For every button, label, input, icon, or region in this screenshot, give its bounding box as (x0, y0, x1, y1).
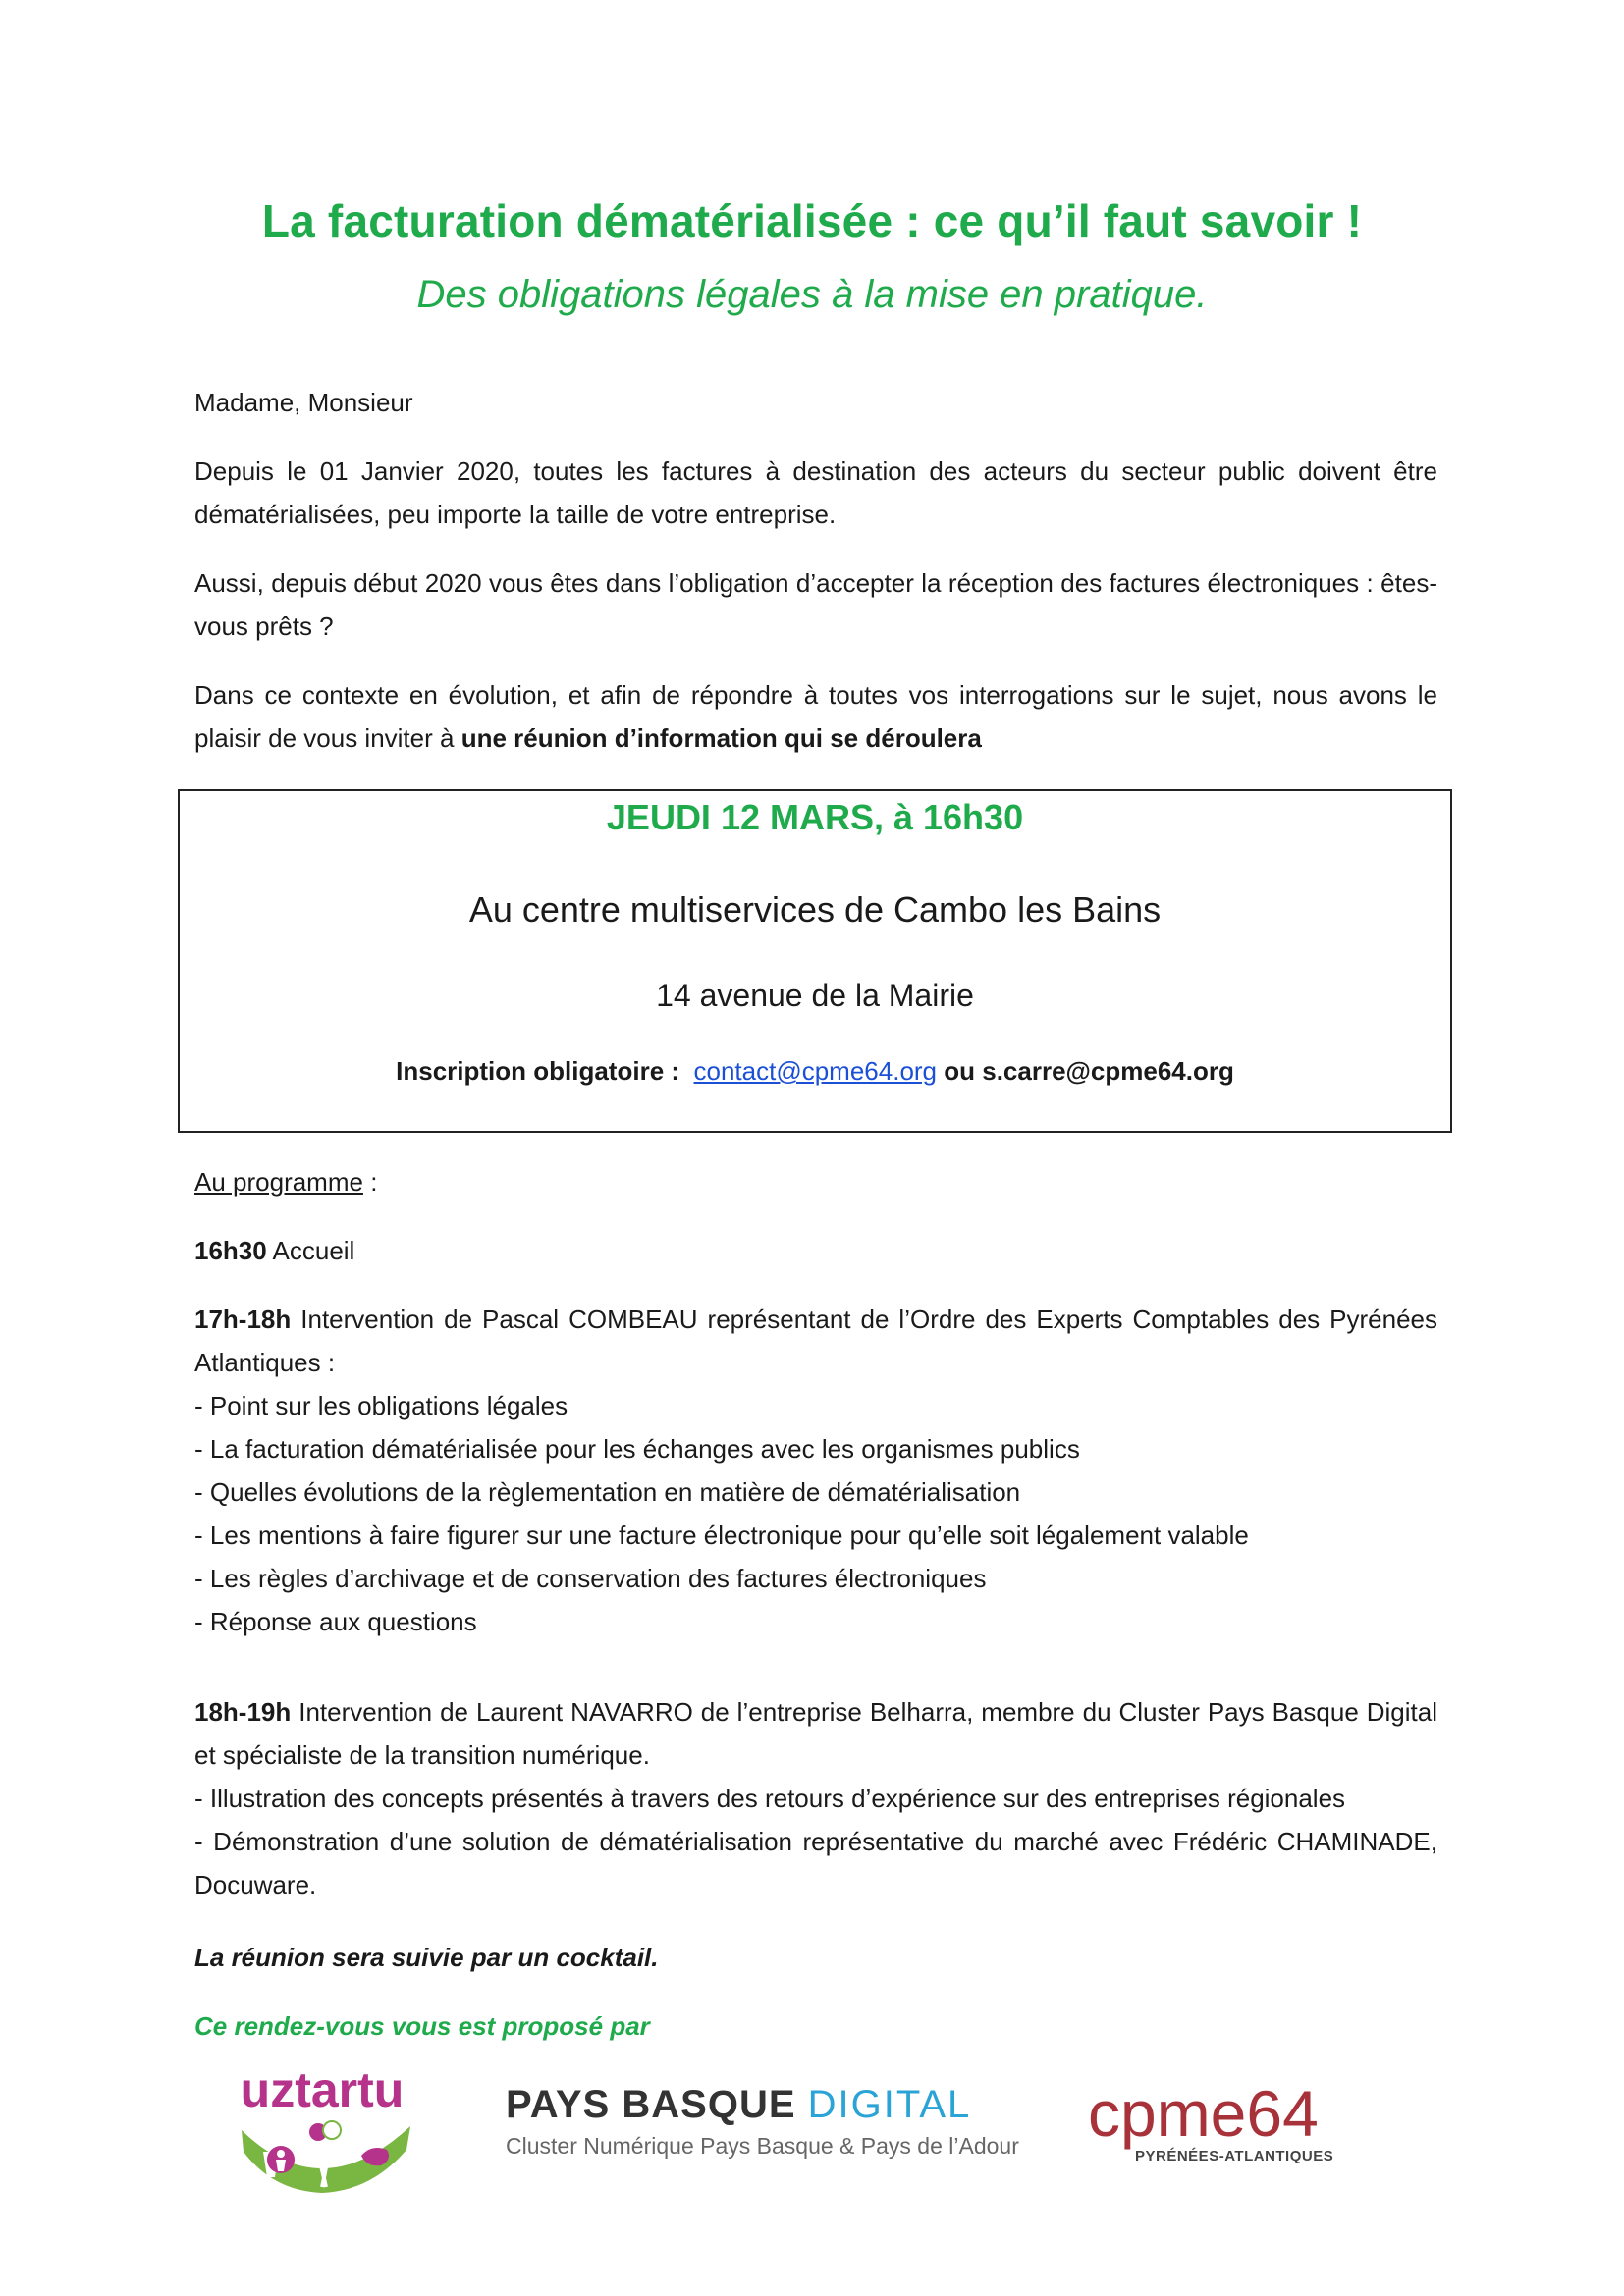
session-1-item: - Les règles d’archivage et de conservation des factures électroniques (194, 1564, 987, 1593)
session-1-intro-text: Intervention de Pascal COMBEAU représentant de l’Ordre des Experts Comptables des Pyrénées Atlantiques : (194, 1305, 1437, 1377)
intro-paragraph-2 (194, 561, 1437, 648)
program-heading-text: Au programme (194, 1167, 363, 1197)
event-box (178, 789, 1452, 1133)
page-title: La facturation dématérialisée : ce qu’il faut savoir ! (261, 195, 1363, 246)
cpme-wordmark-letters: cpme (1088, 2077, 1247, 2150)
cpme-wordmark (1088, 2077, 1382, 2150)
welcome-label: Accueil (266, 1236, 355, 1265)
welcome-time: 16h30 (194, 1236, 267, 1265)
closing-cocktail (194, 1936, 1437, 1979)
intro-paragraph-1 (194, 450, 1437, 536)
pbd-wordmark-a: PAYS BASQUE (506, 2083, 808, 2126)
intro-p3-bold: une réunion d’information qui se déroulera (460, 723, 982, 753)
pbd-wordmark (506, 2083, 1016, 2127)
registration-label: Inscription obligatoire : (396, 1056, 680, 1086)
intro-paragraph-3 (194, 673, 1437, 760)
offered-by-text: Ce rendez-vous vous est proposé par (194, 2011, 650, 2041)
session-1-time: 17h-18h (194, 1305, 292, 1334)
cpme-tagline: PYRÉNÉES-ATLANTIQUES (1135, 2148, 1334, 2164)
pbd-wordmark-b: DIGITAL (807, 2083, 972, 2126)
registration-email-link[interactable]: contact@cpme64.org (693, 1056, 938, 1086)
session-1-intro (194, 1298, 1437, 1384)
event-address: 14 avenue de la Mairie (656, 978, 974, 1013)
event-date: JEUDI 12 MARS, à 16h30 (606, 797, 1024, 837)
session-2-time: 18h-19h (194, 1697, 292, 1727)
partner-logos (0, 2061, 1624, 2199)
intro-p3-start: Dans ce contexte en évolution, et afin de répondre à toutes vos interrogations sur le sujet, nous avons le plaisir de vous inviter à (194, 680, 1437, 753)
cocktail-text: La réunion sera suivie par un cocktail. (194, 1943, 659, 1972)
session-2-item: - Démonstration d’une solution de dématérialisation représentative du marché avec Frédéric CHAMINADE, Docuware. (194, 1827, 1437, 1899)
intro-paragraph-3-text (194, 673, 1437, 760)
session-1-item: - Point sur les obligations légales (194, 1391, 568, 1420)
session-2-intro-text: Intervention de Laurent NAVARRO de l’entreprise Belharra, membre du Cluster Pays Basque Digital et spécialiste de la transition numérique. (194, 1697, 1437, 1770)
program-welcome (194, 1229, 1437, 1272)
program-heading-suffix: : (362, 1167, 378, 1197)
program-session-2 (194, 1690, 1437, 1906)
closing-offered-by (194, 2004, 1437, 2048)
session-2-item: - Illustration des concepts présentés à travers des retours d’expérience sur des entreprises régionales (194, 1784, 1346, 1813)
uztartu-logo-graphic (224, 2061, 420, 2199)
pays-basque-digital-logo (506, 2083, 1019, 2181)
intro-paragraph-2-text: Aussi, depuis début 2020 vous êtes dans l’obligation d’accepter la réception des factures électroniques : êtes-vous prêts ? (194, 568, 1437, 641)
event-registration (180, 1056, 1450, 1087)
pbd-tagline: Cluster Numérique Pays Basque & Pays de l’Adour (506, 2133, 1019, 2159)
program-heading (194, 1160, 1437, 1203)
event-place: Au centre multiservices de Cambo les Bains (468, 889, 1162, 930)
greeting (194, 381, 1437, 424)
registration-alt-email: ou s.carre@cpme64.org (944, 1056, 1234, 1086)
program-heading-line (194, 1160, 1437, 1203)
session-1-item: - Les mentions à faire figurer sur une facture électronique pour qu’elle soit légalement valable (194, 1521, 1249, 1550)
cpme-wordmark-number: 64 (1246, 2077, 1319, 2150)
session-1-item: - La facturation dématérialisée pour les échanges avec les organismes publics (194, 1434, 1080, 1464)
session-1-item: - Quelles évolutions de la règlementation en matière de dématérialisation (194, 1477, 1021, 1507)
cpme64-logo (1088, 2077, 1382, 2179)
session-1-item: - Réponse aux questions (194, 1607, 477, 1636)
program-session-1 (194, 1298, 1437, 1643)
intro-paragraph-1-text: Depuis le 01 Janvier 2020, toutes les factures à destination des acteurs du secteur public doivent être dématérialisées, peu importe la taille de votre entreprise. (194, 456, 1437, 529)
uztartu-logo (224, 2061, 420, 2199)
greeting-text: Madame, Monsieur (194, 388, 413, 417)
program-welcome-line (194, 1229, 1437, 1272)
page-subtitle: Des obligations légales à la mise en pratique. (416, 273, 1208, 316)
uztartu-wordmark: uztartu (240, 2062, 405, 2117)
session-2-intro (194, 1690, 1437, 1777)
